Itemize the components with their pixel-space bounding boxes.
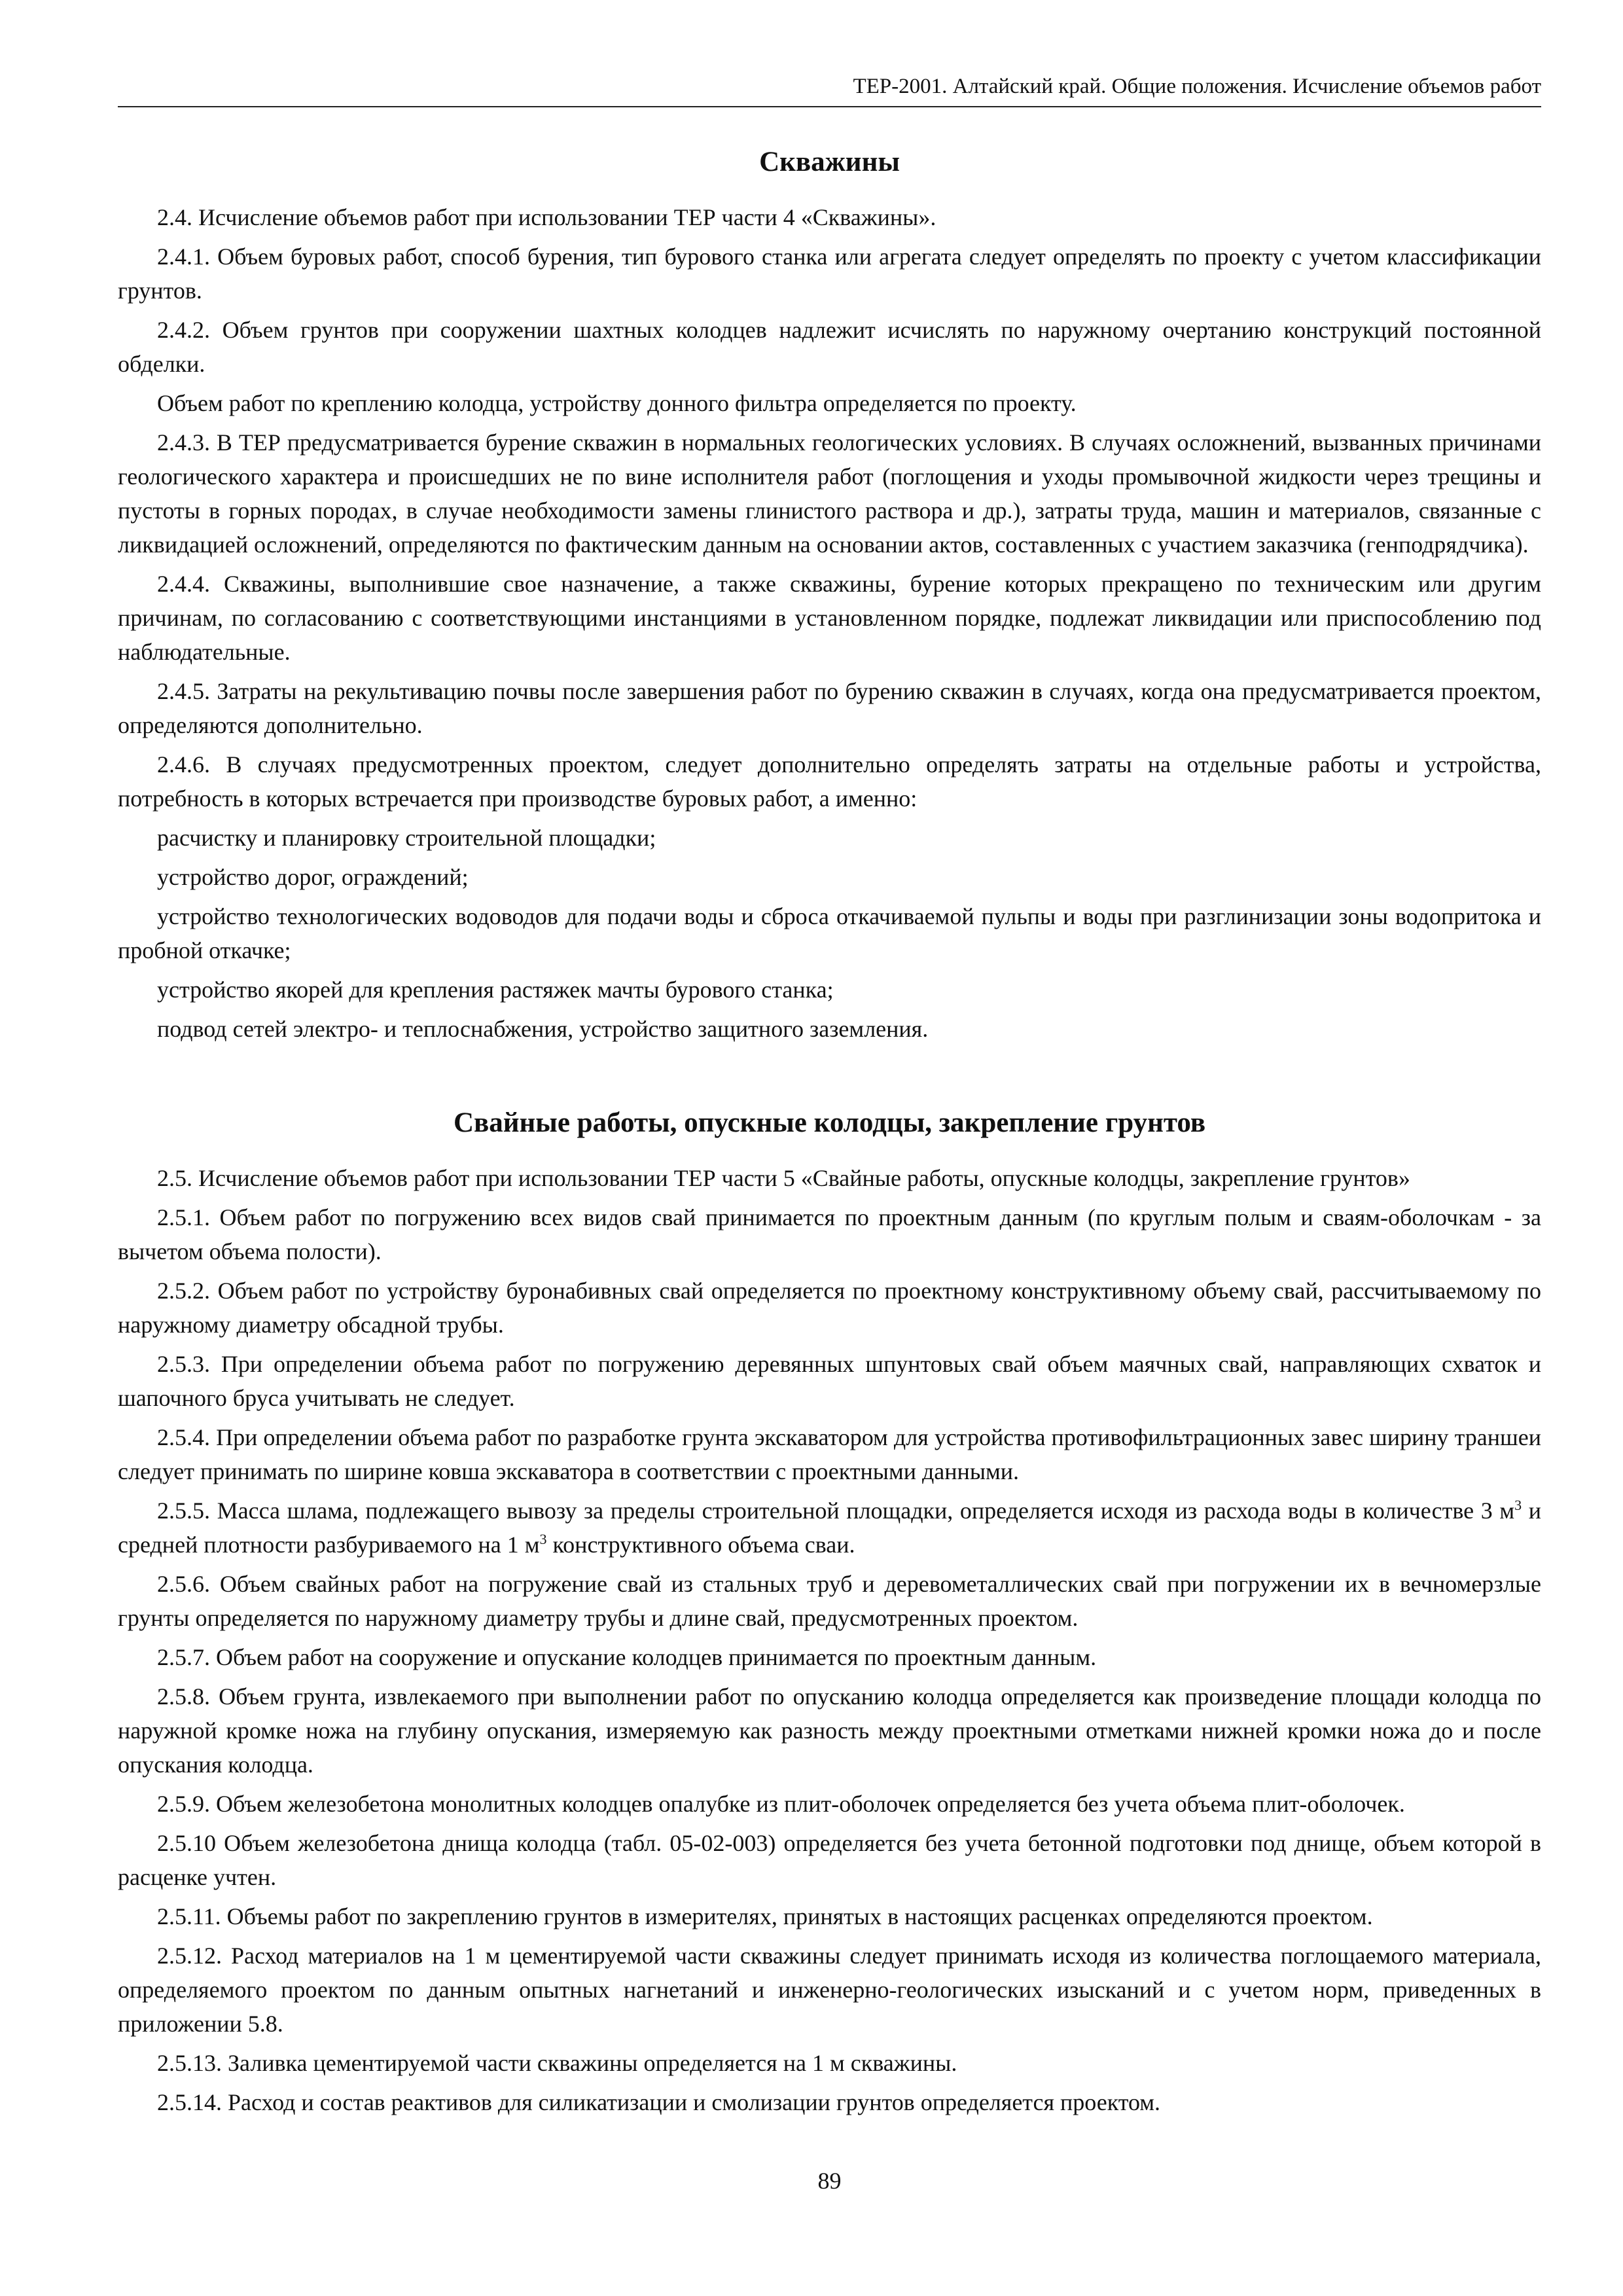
paragraph: Объем работ по креплению колодца, устройству донного фильтра определяется по проекту. — [157, 390, 1077, 416]
paragraph: 2.5.10 Объем железобетона днища колодца (табл. 05-02-003) определяется без учета бетонной подготовки под днище, объем которой в расценке учтен. — [118, 1830, 1541, 1890]
paragraph: 2.5.4. При определении объема работ по разработке грунта экскаватором для устройства противофильтрационных завес ширину траншеи следует принимать по ширине ковша экскаватора в соответствии с проектными данными. — [118, 1424, 1541, 1484]
page-number: 89 — [817, 2168, 842, 2194]
running-header: ТЕР-2001. Алтайский край. Общие положения. Исчисление объемов работ — [118, 73, 1541, 107]
paragraph: 2.4.1. Объем буровых работ, способ бурения, тип бурового станка или агрегата следует определять по проекту с учетом классификации грунтов. — [118, 243, 1541, 304]
paragraph: 2.5.14. Расход и состав реактивов для силикатизации и смолизации грунтов определяется проектом. — [157, 2089, 1161, 2115]
paragraph: 2.5.11. Объемы работ по закреплению грунтов в измерителях, принятых в настоящих расценках определяются проектом. — [157, 1903, 1373, 1929]
paragraph: 2.4.3. В ТЕР предусматривается бурение скважин в нормальных геологических условиях. В случаях осложнений, вызванных причинами геологического характера и происшедших не по вине исполнителя работ (поглощения и уходы промывочной жидкости через трещины и пустоты в горных породах, в случае необходимости замены глинистого раствора и др.), затраты труда, машин и материалов, связанные с ликвидацией осложнений, определяются по фактическим данным на основании актов, составленных с участием заказчика (генподрядчика). — [118, 429, 1541, 558]
paragraph-2-5-5 — [118, 1494, 1541, 1562]
paragraph: 2.5.13. Заливка цементируемой части скважины определяется на 1 м скважины. — [157, 2050, 957, 2076]
superscript: 3 — [1514, 1497, 1522, 1513]
document-page — [118, 0, 1541, 2296]
paragraph: 2.4.6. В случаях предусмотренных проектом, следует дополнительно определять затраты на отдельные работы и устройства, потребность в которых встречается при производстве буровых работ, а именно: — [118, 751, 1541, 812]
paragraph: 2.5. Исчисление объемов работ при использовании ТЕР части 5 «Свайные работы, опускные колодцы, закрепление грунтов» — [157, 1165, 1410, 1191]
paragraph: 2.5.8. Объем грунта, извлекаемого при выполнении работ по опусканию колодца определяется как произведение площади колодца по наружной кромке ножа на глубину опускания, измеряемую как разность между проектными отметками нижней кромки ножа до и после опускания колодца. — [118, 1683, 1541, 1778]
section-title-wells: Скважины — [759, 147, 900, 177]
paragraph: 2.5.1. Объем работ по погружению всех видов свай принимается по проектным данным (по круглым полым и сваям-оболочкам - за вычетом объема полости). — [118, 1204, 1541, 1265]
paragraph-text: и средней плотности разбуриваемого на 1 м — [118, 1498, 1541, 1558]
list-item: устройство технологических водоводов для подачи воды и сброса откачиваемой пульпы и воды при разглинизации зоны водопритока и пробной откачке; — [118, 903, 1541, 963]
list-item: подвод сетей электро- и теплоснабжения, устройство защитного заземления. — [157, 1016, 929, 1042]
paragraph: 2.4. Исчисление объемов работ при использовании ТЕР части 4 «Скважины». — [157, 204, 936, 230]
section-title-piles: Свайные работы, опускные колодцы, закрепление грунтов — [453, 1107, 1206, 1138]
paragraph: 2.4.4. Скважины, выполнившие свое назначение, а также скважины, бурение которых прекращено по техническим или другим причинам, по согласованию с соответствующими инстанциями в установленном порядке, подлежат ликвидации или приспособлению под наблюдательные. — [118, 571, 1541, 665]
paragraph: 2.5.9. Объем железобетона монолитных колодцев опалубке из плит-оболочек определяется без учета объема плит-оболочек. — [157, 1791, 1405, 1817]
paragraph: 2.4.5. Затраты на рекультивацию почвы после завершения работ по бурению скважин в случаях, когда она предусматривается проектом, определяются дополнительно. — [118, 678, 1541, 738]
superscript: 3 — [539, 1531, 547, 1547]
page-content — [118, 144, 1541, 2125]
paragraph: 2.5.7. Объем работ на сооружение и опускание колодцев принимается по проектным данным. — [157, 1644, 1097, 1670]
paragraph-text: конструктивного объема сваи. — [546, 1532, 855, 1558]
paragraph: 2.5.12. Расход материалов на 1 м цементируемой части скважины следует принимать исходя из количества поглощаемого материала, определяемого проектом по данным опытных нагнетаний и инженерно-геологических изысканий и с учетом норм, приведенных в приложении 5.8. — [118, 1943, 1541, 2037]
paragraph-text: 2.5.5. Масса шлама, подлежащего вывозу за пределы строительной площадки, определяется исходя из расхода воды в количестве 3 м — [157, 1498, 1515, 1524]
paragraph: 2.4.2. Объем грунтов при сооружении шахтных колодцев надлежит исчислять по наружному очертанию конструкций постоянной обделки. — [118, 317, 1541, 377]
paragraph: 2.5.2. Объем работ по устройству буронабивных свай определяется по проектному конструктивному объему свай, рассчитываемому по наружному диаметру обсадной трубы. — [118, 1278, 1541, 1338]
paragraph: 2.5.3. При определении объема работ по погружению деревянных шпунтовых свай объем маячных свай, направляющих схваток и шапочного бруса учитывать не следует. — [118, 1351, 1541, 1411]
paragraph: 2.5.6. Объем свайных работ на погружение свай из стальных труб и деревометаллических свай при погружении их в вечномерзлые грунты определяется по наружному диаметру трубы и длине свай, предусмотренных проектом. — [118, 1571, 1541, 1631]
list-item: устройство дорог, ограждений; — [157, 864, 469, 890]
list-item: расчистку и планировку строительной площадки; — [157, 825, 656, 851]
list-item: устройство якорей для крепления растяжек мачты бурового станка; — [157, 977, 834, 1003]
